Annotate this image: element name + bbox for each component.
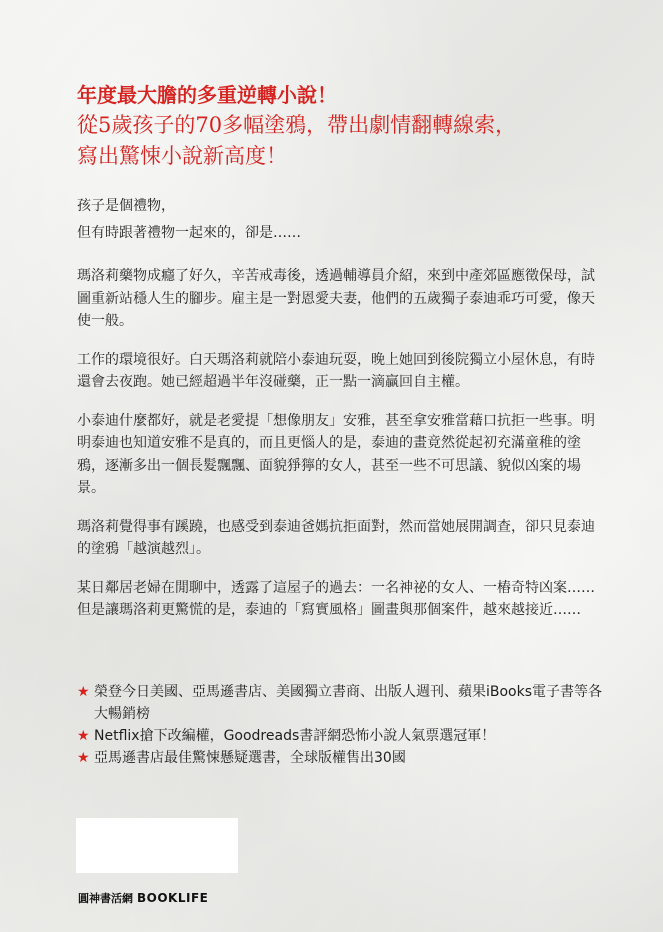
star-icon: ★ [77, 684, 90, 700]
publisher-name: 圓神書活網 [78, 892, 133, 905]
headline-line-3: 寫出驚悚小說新高度！ [77, 144, 287, 168]
barcode-placeholder [76, 818, 238, 873]
publisher-brand: BOOKLIFE [137, 891, 209, 905]
highlight-item [77, 725, 607, 747]
star-icon: ★ [77, 728, 90, 744]
synopsis-paragraph-5: 某日鄰居老婦在閒聊中，透露了這屋子的過去：一名神祕的女人、一樁奇特凶案…… [77, 579, 595, 596]
highlight-text: 亞馬遜書店最佳驚悚懸疑選書，全球版權售出30國 [94, 750, 406, 766]
tagline-line-2: 但有時跟著禮物一起來的，卻是…… [77, 225, 301, 241]
headline [77, 80, 516, 172]
highlight-text: Netflix搶下改編權，Goodreads書評網恐怖小說人氣票選冠軍！ [94, 728, 496, 744]
synopsis-paragraph-3: 小泰迪什麼都好，就是老愛提「想像朋友」安雅，甚至拿安雅當藉口抗拒一些事。明明泰迪也知道安雅不是真的，而且更惱人的是，泰迪的畫竟然從起初充滿童稚的塗鴉，逐漸多出一個長髮飄飄、面貌猙獰的女人，甚至一些不可思議、貌似凶案的場景。 [77, 412, 595, 496]
highlight-item [77, 747, 607, 769]
highlight-text: 榮登今日美國、亞馬遜書店、美國獨立書商、出版人週刊、蘋果iBooks電子書等各大暢銷榜 [94, 684, 603, 722]
highlight-item [77, 681, 607, 725]
synopsis [77, 265, 597, 638]
star-icon: ★ [77, 750, 90, 766]
tagline [77, 193, 301, 247]
synopsis-paragraph-2: 工作的環境很好。白天瑪洛莉就陪小泰迪玩耍，晚上她回到後院獨立小屋休息，有時還會去夜跑。她已經超過半年沒碰藥，正一點一滴贏回自主權。 [77, 351, 595, 390]
synopsis-paragraph-6: 但是讓瑪洛莉更驚慌的是，泰迪的「寫實風格」圖畫與那個案件，越來越接近…… [77, 602, 581, 618]
synopsis-paragraph-4: 瑪洛莉覺得事有蹊蹺，也感受到泰迪爸媽抗拒面對，然而當她展開調查，卻只見泰迪的塗鴉「越演越烈」。 [77, 518, 595, 557]
headline-line-1: 年度最大膽的多重逆轉小說！ [77, 83, 337, 107]
tagline-line-1: 孩子是個禮物， [77, 198, 175, 214]
publisher-logo [78, 890, 208, 906]
highlights-list [77, 681, 607, 769]
headline-line-2: 從5歲孩子的70多幅塗鴉，帶出劇情翻轉線索， [77, 113, 517, 137]
synopsis-paragraph-1: 瑪洛莉藥物成癮了好久，辛苦戒毒後，透過輔導員介紹，來到中產郊區應徵保母，試圖重新站穩人生的腳步。雇主是一對恩愛夫妻，他們的五歲獨子泰迪乖巧可愛，像天使一般。 [77, 268, 595, 329]
